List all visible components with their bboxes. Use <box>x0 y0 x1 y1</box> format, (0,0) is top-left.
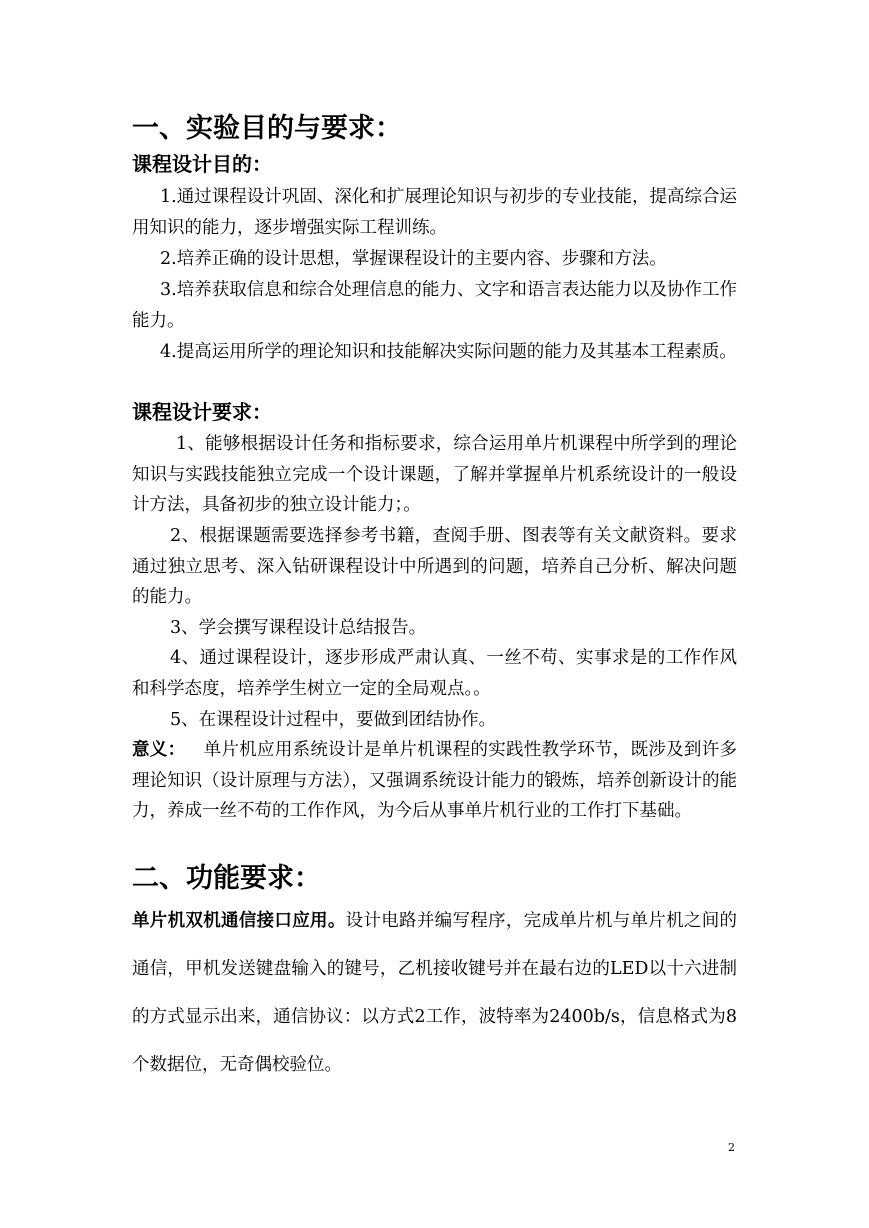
requirement-item-2: 2、根据课题需要选择参考书籍，查阅手册、图表等有关文献资料。要求通过独立思考、深入钻研课程设计中所遇到的问题，培养自己分析、解决问题的能力。 <box>132 526 737 607</box>
purpose-item-4: 4.提高运用所学的理论知识和技能解决实际问题的能力及其基本工程素质。 <box>160 342 737 362</box>
section-2-title: 二、功能要求： <box>132 863 321 894</box>
purpose-item-1: 1.通过课程设计巩固、深化和扩展理论知识与初步的专业技能，提高综合运用知识的能力，逐步增强实际工程训练。 <box>132 187 737 238</box>
function-lead: 单片机双机通信接口应用。 <box>132 911 346 931</box>
purpose-heading: 课程设计目的： <box>132 152 272 176</box>
requirement-item-3: 3、学会撰写课程设计总结报告。 <box>170 618 427 638</box>
significance-paragraph <box>132 735 737 827</box>
page-number: 2 <box>728 1141 735 1154</box>
purpose-item-3: 3.培养获取信息和综合处理信息的能力、文字和语言表达能力以及协作工作能力。 <box>132 280 737 331</box>
function-text: 设计电路并编写程序，完成单片机与单片机之间的通信，甲机发送键盘输入的键号，乙机接收键号并在最右边的LED以十六进制的方式显示出来，通信协议：以方式2工作，波特率为2400b/s，信息格式为8个数据位，无奇偶校验位。 <box>132 911 738 1075</box>
purpose-item-2: 2.培养正确的设计思想，掌握课程设计的主要内容、步骤和方法。 <box>160 249 667 269</box>
requirement-item-5: 5、在课程设计过程中，要做到团结协作。 <box>170 710 497 730</box>
function-paragraph <box>132 897 737 1089</box>
significance-label: 意义： <box>132 740 186 760</box>
section-1-title: 一、实验目的与要求： <box>132 113 402 144</box>
requirement-item-1: 1、能够根据设计任务和指标要求，综合运用单片机课程中所学到的理论知识与实践技能独立完成一个设计课题，了解并掌握单片机系统设计的一般设计方法，具备初步的独立设计能力；。 <box>132 434 737 515</box>
requirement-heading: 课程设计要求： <box>132 400 272 424</box>
requirement-item-4: 4、通过课程设计，逐步形成严肃认真、一丝不苟、实事求是的工作作风和科学态度，培养学生树立一定的全局观点。。 <box>132 648 737 699</box>
significance-text: 单片机应用系统设计是单片机课程的实践性教学环节，既涉及到许多理论知识（设计原理与方法），又强调系统设计能力的锻炼，培养创新设计的能力，养成一丝不苟的工作作风，为今后从事单片机行业的工作打下基础。 <box>132 740 738 821</box>
